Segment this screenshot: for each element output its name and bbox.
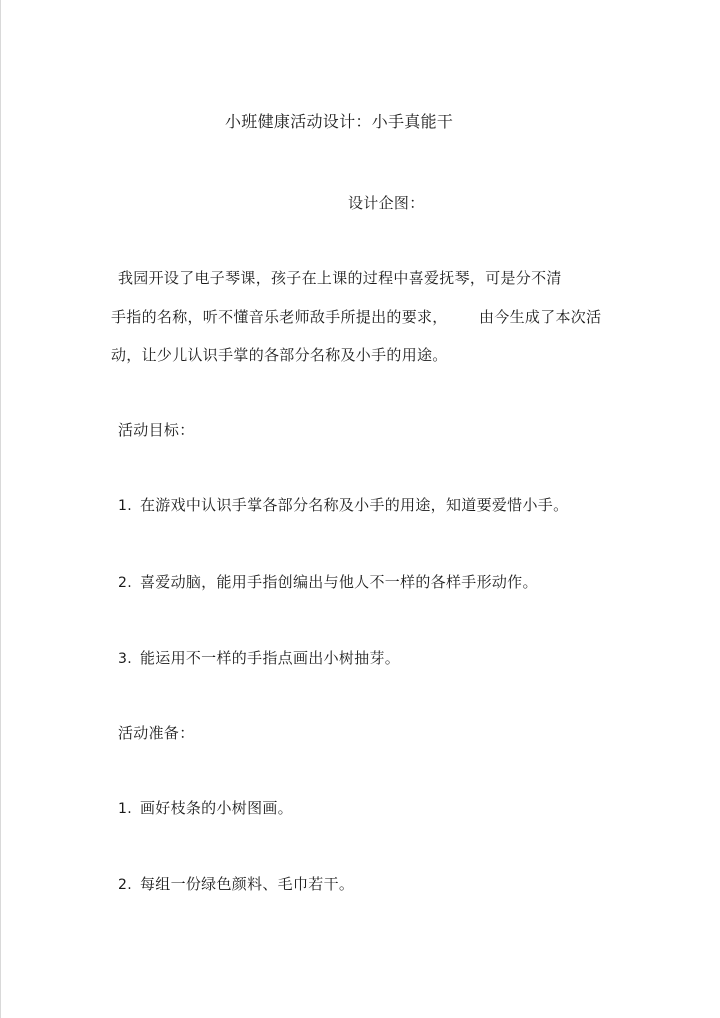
- section-heading-preparation: 活动准备：: [118, 724, 195, 742]
- preparation-item: [118, 798, 293, 819]
- list-number: 2.: [118, 575, 132, 591]
- goal-item: [118, 648, 400, 669]
- intro-paragraph-line-1: 我园开设了电子琴课，孩子在上课的过程中喜爱抚琴，可是分不清: [118, 269, 562, 287]
- list-item-text: 画好枝条的小树图画。: [139, 799, 293, 817]
- goal-item: [118, 495, 568, 516]
- intro-paragraph-line-2a: 手指的名称，听不懂音乐老师敌手所提出的要求，: [111, 308, 448, 326]
- document-title: 小班健康活动设计：小手真能干: [225, 112, 454, 131]
- preparation-item: [118, 874, 354, 895]
- list-item-text: 能运用不一样的手指点画出小树抽芽。: [139, 649, 401, 667]
- section-heading-goals: 活动目标：: [118, 421, 195, 439]
- goal-item: [118, 572, 538, 593]
- intro-paragraph-line-2b: 由今生成了本次活: [479, 308, 602, 326]
- intro-paragraph-line-3: 动，让少儿认识手掌的各部分名称及小手的用途。: [111, 346, 448, 364]
- list-number: 1.: [118, 801, 132, 817]
- list-number: 2.: [118, 877, 132, 893]
- section-heading-design-intent: 设计企图：: [348, 194, 425, 212]
- list-number: 3.: [118, 651, 132, 667]
- list-item-text: 喜爱动脑，能用手指创编出与他人不一样的各样手形动作。: [139, 573, 538, 591]
- list-number: 1.: [118, 498, 132, 514]
- list-item-text: 在游戏中认识手掌各部分名称及小手的用途，知道要爱惜小手。: [139, 496, 569, 514]
- list-item-text: 每组一份绿色颜料、毛巾若干。: [139, 875, 355, 893]
